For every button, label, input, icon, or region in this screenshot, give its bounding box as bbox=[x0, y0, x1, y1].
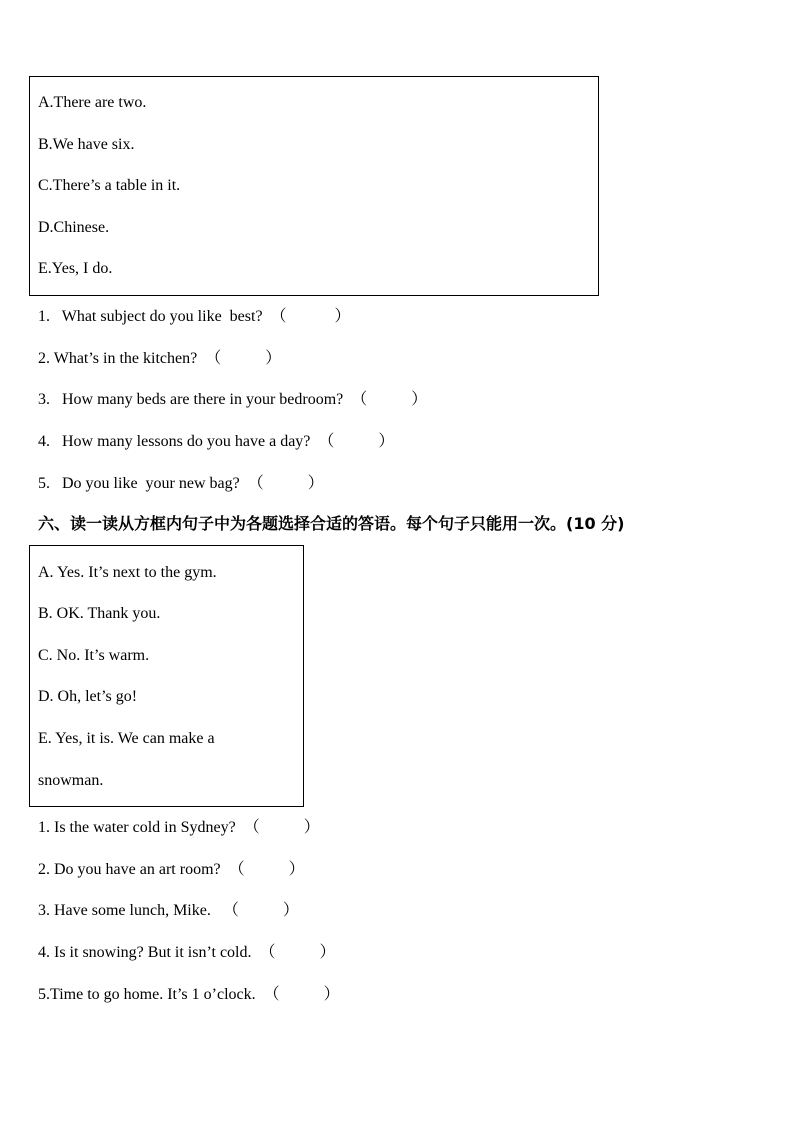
question-2: 2. Do you have an art room? （ ） bbox=[38, 861, 305, 878]
question-2: 2. What’s in the kitchen? （ ） bbox=[38, 350, 282, 367]
question-5: 5.Time to go home. It’s 1 o’clock. （ ） bbox=[38, 986, 340, 1003]
option-c: C.There’s a table in it. bbox=[38, 177, 181, 194]
answer-options-box-2 bbox=[29, 545, 304, 807]
option-d: D. Oh, let’s go! bbox=[38, 688, 138, 705]
question-1: 1. Is the water cold in Sydney? （ ） bbox=[38, 819, 320, 836]
question-3: 3. How many beds are there in your bedroom? （ ） bbox=[38, 391, 428, 408]
question-3: 3. Have some lunch, Mike. （ ） bbox=[38, 902, 299, 919]
option-b: B. OK. Thank you. bbox=[38, 605, 161, 622]
option-b: B.We have six. bbox=[38, 136, 135, 153]
question-5: 5. Do you like your new bag? （ ） bbox=[38, 475, 324, 492]
question-1: 1. What subject do you like best? （ ） bbox=[38, 308, 351, 325]
question-4: 4. How many lessons do you have a day? （ ） bbox=[38, 433, 395, 450]
option-e: E. Yes, it is. We can make a bbox=[38, 730, 215, 747]
option-d: D.Chinese. bbox=[38, 219, 110, 236]
option-e: E.Yes, I do. bbox=[38, 260, 113, 277]
question-4: 4. Is it snowing? But it isn’t cold. （ ） bbox=[38, 944, 336, 961]
option-a: A.There are two. bbox=[38, 94, 147, 111]
option-e-continued: snowman. bbox=[38, 772, 104, 789]
option-a: A. Yes. It’s next to the gym. bbox=[38, 564, 217, 581]
option-c: C. No. It’s warm. bbox=[38, 647, 150, 664]
section-heading: 六、读一读从方框内句子中为各题选择合适的答语。每个句子只能用一次。(10 分) bbox=[38, 514, 625, 533]
